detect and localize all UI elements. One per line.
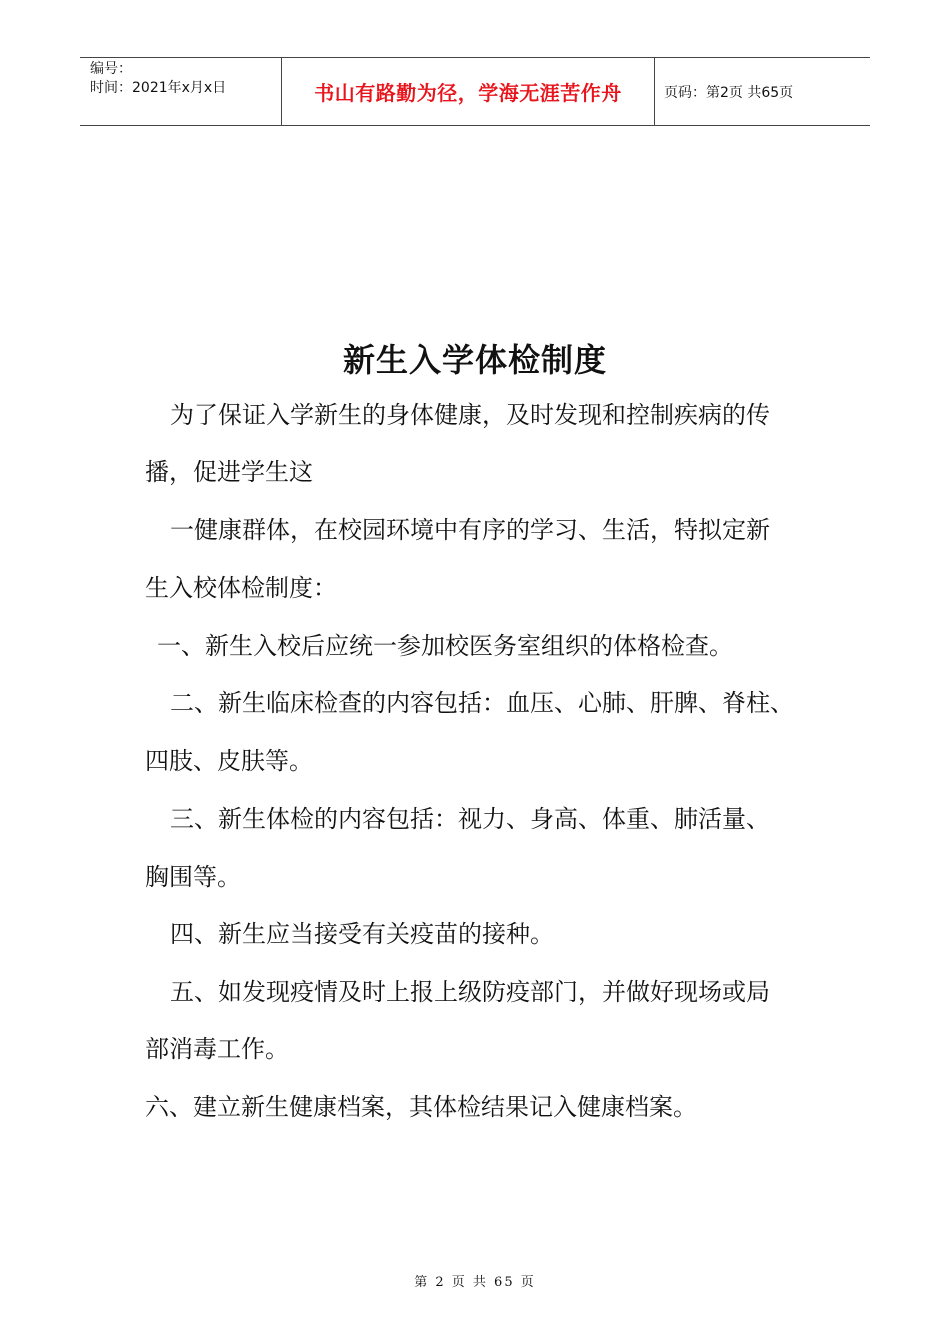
header-motto: 书山有路勤为径，学海无涯苦作舟 bbox=[281, 58, 655, 125]
body-line: 六、建立新生健康档案，其体检结果记入健康档案。 bbox=[145, 1093, 697, 1121]
header-meta bbox=[80, 58, 281, 125]
body-line: 五、如发现疫情及时上报上级防疫部门，并做好现场或局 bbox=[170, 978, 770, 1006]
document-title: 新生入学体检制度 bbox=[342, 341, 607, 379]
document-time-label: 时间：2021年x月x日 bbox=[90, 80, 227, 96]
body-line: 部消毒工作。 bbox=[145, 1035, 289, 1063]
body-line: 三、新生体检的内容包括：视力、身高、体重、肺活量、 bbox=[170, 805, 770, 833]
body-line: 一、新生入校后应统一参加校医务室组织的体格检查。 bbox=[157, 632, 733, 660]
page-footer: 第 2 页 共 65 页 bbox=[414, 1275, 536, 1290]
header-page-info: 页码：第2页 共65页 bbox=[664, 84, 794, 101]
body-line: 播，促进学生这 bbox=[145, 458, 313, 486]
body-line: 一健康群体，在校园环境中有序的学习、生活，特拟定新 bbox=[170, 516, 770, 544]
body-line: 四肢、皮肤等。 bbox=[145, 747, 313, 775]
body-line: 四、新生应当接受有关疫苗的接种。 bbox=[170, 920, 554, 948]
body-line: 二、新生临床检查的内容包括：血压、心肺、肝脾、脊柱、 bbox=[170, 689, 794, 717]
document-number-label: 编号： bbox=[90, 61, 132, 77]
body-line: 胸围等。 bbox=[145, 863, 241, 891]
page-header bbox=[80, 57, 870, 126]
body-line: 为了保证入学新生的身体健康，及时发现和控制疾病的传 bbox=[170, 401, 770, 429]
body-line: 生入校体检制度： bbox=[145, 574, 337, 602]
